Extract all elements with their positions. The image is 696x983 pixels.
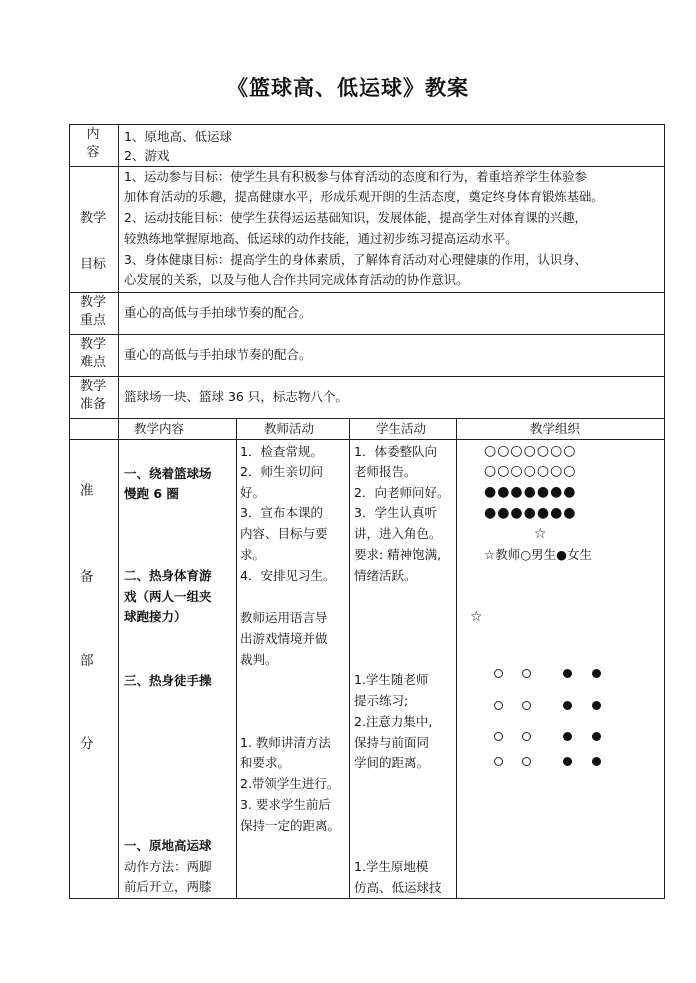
goal-line: 心发展的关系，以及与他人合作共同完成体育活动的协作意识。 [124, 273, 469, 287]
section-label-char: 备 [80, 569, 94, 585]
boy-marker [522, 701, 531, 710]
girl-marker [563, 757, 572, 766]
teacher-item: 出游戏情境并做 [240, 631, 328, 646]
column-divider [456, 418, 457, 899]
student-item: 学间的距离。 [354, 755, 430, 770]
teacher-item: 好。 [240, 485, 266, 500]
column-divider [118, 124, 119, 899]
girl-marker [592, 732, 601, 741]
goals-label: 教学 目标 [79, 211, 106, 272]
boy-marker [522, 669, 531, 678]
student-item: 1．体委整队向 [354, 444, 437, 459]
page-title: 《篮球高、低运球》教案 [227, 76, 469, 100]
teacher-item: 教师运用语言导 [240, 610, 328, 625]
girl-marker [563, 701, 572, 710]
student-item: 2.注意力集中, [354, 714, 433, 729]
student-item: 提示练习; [354, 693, 409, 708]
header-student: 学生活动 [376, 421, 427, 436]
teacher-item: 2．师生亲切问 [240, 464, 323, 479]
teacher-item: 求。 [240, 547, 266, 562]
girl-marker [592, 669, 601, 678]
student-item: 1.学生原地模 [354, 859, 429, 874]
content-item: 慢跑 6 圈 [124, 486, 179, 501]
student-item: 仿高、低运球技 [354, 880, 442, 895]
student-item: 1.学生随老师 [354, 672, 429, 687]
content-item: 前后开立，两膝 [124, 879, 212, 894]
formation-row-girls: ●●●●●●● [484, 505, 577, 521]
teacher-star-icon: ☆ [534, 526, 548, 542]
goal-line: 较熟练地掌握原地高、低运球的动作技能，通过初步练习提高运动水平。 [124, 232, 518, 246]
difficulty-label: 教学 难点 [79, 337, 106, 370]
content-item: 三、热身徒手操 [124, 673, 212, 688]
content-item: 动作方法：两脚 [124, 859, 212, 874]
girl-marker [563, 732, 572, 741]
boy-marker [494, 757, 503, 766]
content-line: 2、游戏 [124, 148, 170, 163]
boy-marker [494, 732, 503, 741]
key-label: 教学 重点 [79, 295, 106, 328]
prep-label: 教学 准备 [79, 379, 106, 412]
student-item: 2．向老师问好。 [354, 485, 450, 500]
section-label-char: 部 [80, 653, 94, 669]
student-item: 要求: 精神饱满, [354, 547, 442, 562]
teacher-star-icon: ☆ [470, 609, 484, 625]
formation-row-boys: ○○○○○○○ [484, 443, 577, 459]
formation-legend: ☆教师○男生●女生 [484, 547, 593, 562]
boy-marker [522, 757, 531, 766]
student-item: 保持与前面同 [354, 735, 430, 750]
student-item: 3．学生认真听 [354, 505, 437, 520]
teacher-item: 3．宣布本课的 [240, 505, 323, 520]
row-divider [69, 292, 665, 293]
content-item: 戏（两人一组夹 [124, 589, 212, 604]
goal-line: 3、身体健康目标：提高学生的身体素质，了解体育活动对心理健康的作用，认识身、 [124, 253, 587, 267]
teacher-item: 和要求。 [240, 755, 291, 770]
section-label-char: 准 [80, 483, 94, 499]
difficulty-text: 重心的高低与手拍球节奏的配合。 [124, 347, 312, 362]
teacher-item: 裁判。 [240, 652, 278, 667]
goal-line: 1、运动参与目标：使学生具有积极参与体育活动的态度和行为，着重培养学生体验参 [124, 170, 587, 184]
content-item: 球跑接力） [124, 609, 187, 624]
content-label: 内 容 [86, 127, 100, 160]
prep-text: 篮球场一块、篮球 36 只，标志物八个。 [124, 389, 348, 404]
girl-marker [563, 669, 572, 678]
student-item: 讲，进入角色。 [354, 526, 442, 541]
goal-line: 加体育活动的乐趣，提高健康水平，形成乐观开朗的生活态度，奠定终身体育锻炼基础。 [124, 190, 604, 204]
boy-marker [494, 669, 503, 678]
teacher-item: 1．检查常规。 [240, 444, 323, 459]
row-divider [69, 439, 665, 440]
formation-row-girls: ●●●●●●● [484, 484, 577, 500]
student-item: 老师报告。 [354, 464, 417, 479]
header-organization: 教学组织 [530, 421, 581, 436]
column-divider [349, 418, 350, 899]
content-item: 二、热身体育游 [124, 568, 212, 583]
content-item: 一、原地高运球 [124, 838, 212, 853]
teacher-item: 2.带领学生进行。 [240, 776, 340, 791]
content-line: 1、原地高、低运球 [124, 129, 232, 144]
row-divider [69, 376, 665, 377]
boy-marker [494, 701, 503, 710]
girl-marker [592, 757, 601, 766]
boy-marker [522, 732, 531, 741]
header-teacher: 教师活动 [264, 421, 315, 436]
teacher-item: 3. 要求学生前后 [240, 797, 331, 812]
teacher-item: 保持一定的距离。 [240, 818, 341, 833]
row-divider [69, 166, 665, 167]
content-item: 一、绕着篮球场 [124, 466, 212, 481]
teacher-item: 1. 教师讲清方法 [240, 735, 331, 750]
column-divider [236, 418, 237, 899]
formation-row-boys: ○○○○○○○ [484, 463, 577, 479]
teacher-item: 4．安排见习生。 [240, 568, 336, 583]
section-label-char: 分 [80, 736, 94, 752]
key-text: 重心的高低与手拍球节奏的配合。 [124, 305, 312, 320]
row-divider [69, 334, 665, 335]
header-content: 教学内容 [134, 421, 185, 436]
student-item: 情绪活跃。 [354, 568, 417, 583]
girl-marker [592, 701, 601, 710]
teacher-item: 内容、目标与要 [240, 526, 328, 541]
goal-line: 2、运动技能目标：使学生获得运运基础知识，发展体能，提高学生对体育课的兴趣， [124, 211, 587, 225]
